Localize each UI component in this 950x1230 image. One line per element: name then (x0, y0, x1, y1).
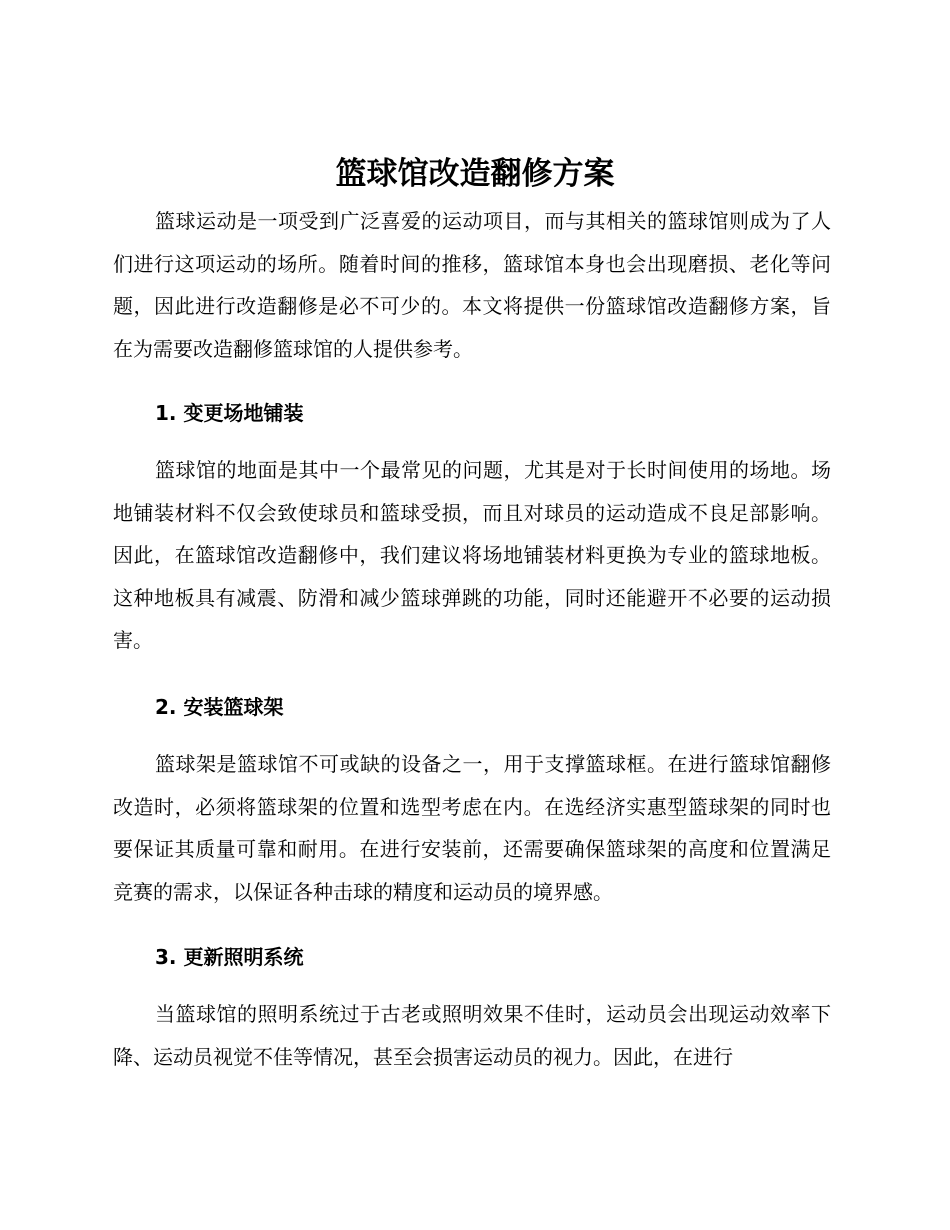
document-title: 篮球馆改造翻修方案 (335, 156, 615, 192)
section-1-paragraph: 篮球馆的地面是其中一个最常见的问题，尤其是对于长时间使用的场地。场地铺装材料不仅会致使球员和篮球受损，而且对球员的运动造成不良足部影响。因此，在篮球馆改造翻修中，我们建议将场地铺装材料更换为专业的篮球地板。这种地板具有减震、防滑和减少篮球弹跳的功能，同时还能避开不必要的运动损害。 (113, 458, 831, 652)
section-3-heading: 3. 更新照明系统 (155, 945, 304, 969)
section-3-paragraph: 当篮球馆的照明系统过于古老或照明效果不佳时，运动员会出现运动效率下降、运动员视觉不佳等情况，甚至会损害运动员的视力。因此，在进行 (113, 1002, 831, 1069)
section-2-heading: 2. 安装篮球架 (155, 695, 284, 719)
section-2-paragraph: 篮球架是篮球馆不可或缺的设备之一，用于支撑篮球框。在进行篮球馆翻修改造时，必须将篮球架的位置和选型考虑在内。在选经济实惠型篮球架的同时也要保证其质量可靠和耐用。在进行安装前，还需要确保篮球架的高度和位置满足竞赛的需求，以保证各种击球的精度和运动员的境界感。 (113, 752, 831, 904)
section-1-heading: 1. 变更场地铺装 (155, 401, 304, 425)
intro-paragraph: 篮球运动是一项受到广泛喜爱的运动项目，而与其相关的篮球馆则成为了人们进行这项运动的场所。随着时间的推移，篮球馆本身也会出现磨损、老化等问题，因此进行改造翻修是必不可少的。本文将提供一份篮球馆改造翻修方案，旨在为需要改造翻修篮球馆的人提供参考。 (113, 209, 831, 361)
